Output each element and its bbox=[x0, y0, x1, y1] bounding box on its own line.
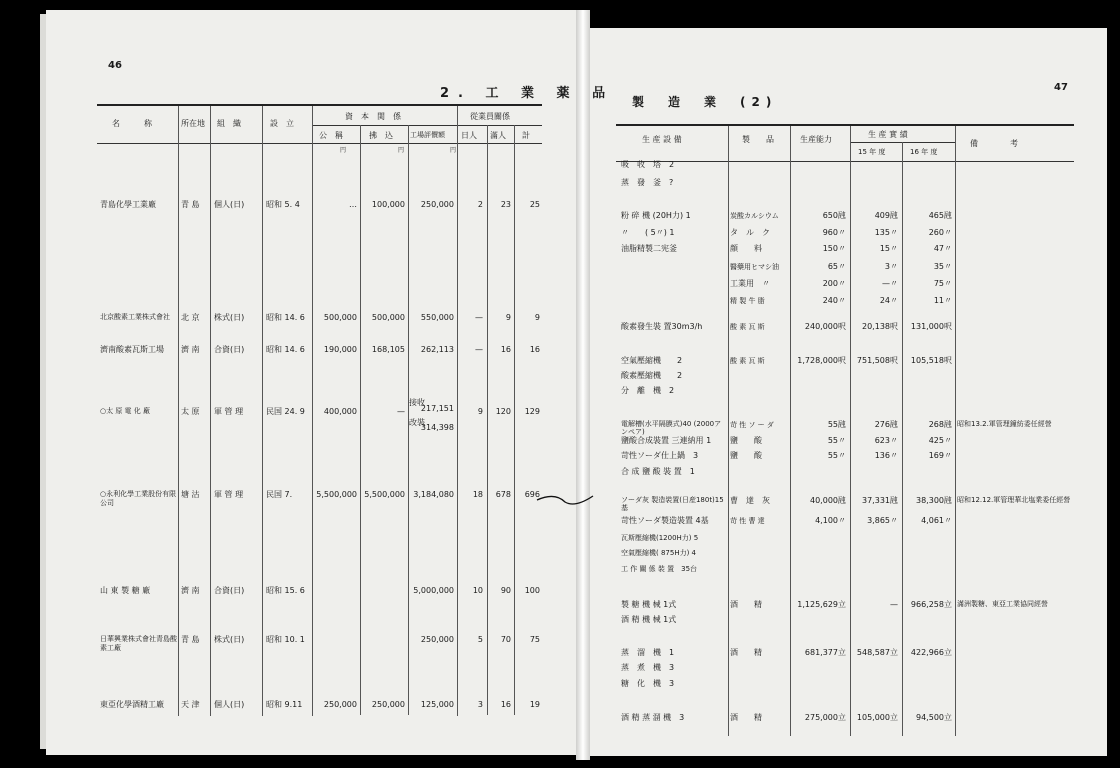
right-cell-note: 昭和12.12.軍管理華北塩業委任經營 bbox=[957, 496, 1071, 504]
left-cell-auth: 190,000 bbox=[323, 345, 357, 354]
left-cell-loc: 北 京 bbox=[181, 313, 200, 322]
left-cell-est: 昭和 14. 6 bbox=[266, 345, 305, 354]
right-cell-eq: 〃 ( 5〃) 1 bbox=[621, 228, 675, 237]
right-cell-pr: 苛 性 曹 達 bbox=[730, 517, 765, 525]
header-bottom-rule bbox=[97, 143, 542, 144]
right-cell-cap: 200〃 bbox=[822, 279, 846, 288]
right-cell-y16: 422,966立 bbox=[910, 648, 952, 657]
header-fy15: 15 年 度 bbox=[858, 148, 886, 156]
left-cell-cn: 70 bbox=[500, 635, 511, 644]
page-stack-edge bbox=[40, 14, 46, 749]
left-cell-plant: 3,184,080 bbox=[413, 490, 454, 499]
left-cell-jp: 3 bbox=[477, 700, 483, 709]
left-cell-paid: 100,000 bbox=[371, 200, 405, 209]
left-cell-auth: 500,000 bbox=[323, 313, 357, 322]
left-cell-paid: 5,500,000 bbox=[364, 490, 405, 499]
right-cell-eq: ソーダ灰 製造裝置(日産180t)15基 bbox=[621, 496, 724, 512]
header-plant-value: 工場評價額 bbox=[410, 131, 445, 139]
left-cell-cn: 16 bbox=[500, 345, 511, 354]
left-cell-cn: 9 bbox=[505, 313, 511, 322]
right-cell-y15: 37,331瓲 bbox=[862, 496, 898, 505]
left-cell-jp: 2 bbox=[477, 200, 483, 209]
left-cell-loc: 塘 沽 bbox=[181, 490, 200, 499]
header-organization: 組 織 bbox=[217, 119, 241, 128]
left-cell-name: 東亞化學酒精工廠 bbox=[100, 700, 164, 709]
right-cell-pr: 酒 精 bbox=[730, 648, 762, 657]
left-cell-auth: 5,500,000 bbox=[316, 490, 357, 499]
right-cell-cap: 1,728,000呎 bbox=[797, 356, 846, 365]
left-cell-org: 株式(日) bbox=[214, 313, 245, 322]
left-cell-org: 個人(日) bbox=[214, 700, 245, 709]
right-cell-y16: 260〃 bbox=[928, 228, 952, 237]
left-cell-name: 日華興業株式會社青島酸素工廠 bbox=[100, 635, 177, 652]
right-cell-pr: 顔 料 bbox=[730, 244, 762, 253]
left-cell-plant: 262,113 bbox=[420, 345, 454, 354]
header-equipment: 生 産 設 備 bbox=[642, 135, 682, 144]
left-cell-est: 昭和 5. 4 bbox=[266, 200, 300, 209]
left-cell-cn: 90 bbox=[500, 586, 511, 595]
header-established: 設 立 bbox=[270, 119, 294, 128]
right-cell-cap: 650瓲 bbox=[822, 211, 846, 220]
right-cell-y15: 105,000立 bbox=[856, 713, 898, 722]
table-top-rule bbox=[97, 104, 542, 106]
left-cell-paid: — bbox=[397, 407, 405, 416]
right-cell-y16: 75〃 bbox=[933, 279, 952, 288]
right-cell-cap: 681,377立 bbox=[804, 648, 846, 657]
left-cell-tot: 19 bbox=[529, 700, 540, 709]
left-cell-name: 青島化學工業廠 bbox=[100, 200, 156, 209]
header-product: 製 品 bbox=[742, 135, 774, 144]
right-cell-eq: 工 作 關 係 裝 置 35台 bbox=[621, 565, 698, 573]
right-cell-y16: 465瓲 bbox=[928, 211, 952, 220]
left-cell-plant: 250,000 bbox=[420, 200, 454, 209]
right-cell-pr: 酸 素 瓦 斯 bbox=[730, 357, 765, 365]
right-cell-pr: 醫藥用ヒマシ油 bbox=[730, 263, 779, 271]
right-cell-note: 昭和13.2.軍管理鐘紡委任經營 bbox=[957, 420, 1052, 428]
col-divider bbox=[902, 142, 903, 736]
left-cell-loc: 青 島 bbox=[181, 635, 200, 644]
left-cell-loc: 濟 南 bbox=[181, 345, 200, 354]
left-cell-est: 昭和 14. 6 bbox=[266, 313, 305, 322]
left-cell-cn: 120 bbox=[495, 407, 511, 416]
left-cell-lbl_a: 接收 bbox=[409, 398, 425, 407]
left-cell-jp: — bbox=[475, 313, 483, 322]
col-divider bbox=[487, 125, 488, 715]
right-cell-y15: 135〃 bbox=[874, 228, 898, 237]
right-cell-y16: 47〃 bbox=[933, 244, 952, 253]
right-cell-cap: 55〃 bbox=[827, 451, 846, 460]
header-employees: 從業員關係 bbox=[470, 112, 510, 121]
right-cell-note: 滿洲製糖、東亞工業協同經營 bbox=[957, 600, 1048, 608]
book-binding bbox=[576, 10, 590, 760]
left-cell-est: 民国 24. 9 bbox=[266, 407, 305, 416]
right-cell-y16: 268瓲 bbox=[928, 420, 952, 429]
left-cell-loc: 濟 南 bbox=[181, 586, 200, 595]
header-fy16: 16 年 度 bbox=[910, 148, 938, 156]
left-cell-auth: … bbox=[349, 200, 357, 209]
unit-label: 円 bbox=[450, 147, 457, 154]
right-cell-y15: —〃 bbox=[882, 279, 898, 288]
left-cell-name: ○太 原 電 化 廠 bbox=[100, 407, 151, 415]
right-cell-y16: 425〃 bbox=[928, 436, 952, 445]
col-divider bbox=[262, 106, 263, 716]
left-cell-est: 民国 7. bbox=[266, 490, 293, 499]
left-cell-paid: 168,105 bbox=[371, 345, 405, 354]
col-divider bbox=[360, 125, 361, 715]
right-cell-cap: 1,125,629立 bbox=[797, 600, 846, 609]
col-divider bbox=[790, 126, 791, 736]
right-cell-eq: 油脂精製二宪釜 bbox=[621, 244, 677, 253]
right-cell-cap: 240,000呎 bbox=[804, 322, 846, 331]
left-cell-loc: 天 津 bbox=[181, 700, 200, 709]
left-cell-cn: 16 bbox=[500, 700, 511, 709]
left-cell-org: 軍 管 理 bbox=[214, 490, 244, 499]
right-cell-eq: 合 成 鹽 酸 裝 置 1 bbox=[621, 467, 695, 476]
right-page-number: 47 bbox=[1054, 82, 1068, 93]
right-cell-y16: 4,061〃 bbox=[921, 516, 952, 525]
col-divider bbox=[210, 106, 211, 716]
right-cell-y16: 35〃 bbox=[933, 262, 952, 271]
left-cell-paid: 250,000 bbox=[371, 700, 405, 709]
right-cell-y16: 38,300瓲 bbox=[916, 496, 952, 505]
left-cell-tot: 75 bbox=[529, 635, 540, 644]
left-cell-est: 昭和 15. 6 bbox=[266, 586, 305, 595]
left-cell-org: 合資(日) bbox=[214, 586, 245, 595]
left-cell-jp: 9 bbox=[477, 407, 483, 416]
right-cell-pr: 工業用 〃 bbox=[730, 279, 770, 288]
right-cell-cap: 65〃 bbox=[827, 262, 846, 271]
right-cell-pr: 鹽 酸 bbox=[730, 436, 762, 445]
right-cell-eq: 蒸 發 釜 ? bbox=[621, 178, 674, 187]
header-remarks: 備 考 bbox=[970, 139, 1018, 148]
right-cell-pr: 酸 素 瓦 斯 bbox=[730, 323, 765, 331]
right-cell-y15: 20,138呎 bbox=[862, 322, 898, 331]
left-cell-plant_b: 314,398 bbox=[420, 423, 454, 432]
left-cell-auth: 400,000 bbox=[323, 407, 357, 416]
right-cell-y16: 94,500立 bbox=[916, 713, 952, 722]
left-cell-name: 山 東 製 糖 廠 bbox=[100, 586, 151, 595]
right-cell-pr: 曹 達 灰 bbox=[730, 496, 770, 505]
left-cell-tot: 25 bbox=[529, 200, 540, 209]
unit-label: 円 bbox=[398, 147, 405, 154]
right-cell-eq: 酒 精 機 械 1式 bbox=[621, 615, 677, 624]
left-cell-name: 北京酸素工業株式會社 bbox=[100, 313, 170, 321]
right-cell-eq: 蒸 溜 機 1 bbox=[621, 648, 675, 657]
left-cell-loc: 青 島 bbox=[181, 200, 200, 209]
header-name: 名 称 bbox=[112, 119, 152, 128]
right-cell-y15: 15〃 bbox=[879, 244, 898, 253]
right-cell-cap: 55瓲 bbox=[827, 420, 846, 429]
header-actual-production: 生 産 實 績 bbox=[868, 130, 908, 139]
right-cell-cap: 40,000瓲 bbox=[810, 496, 846, 505]
right-cell-eq: 酒 精 蒸 溜 機 3 bbox=[621, 713, 685, 722]
right-cell-pr: 苛 性 ソ ー ダ bbox=[730, 421, 774, 429]
right-cell-cap: 275,000立 bbox=[804, 713, 846, 722]
right-cell-eq: 糖 化 機 3 bbox=[621, 679, 675, 688]
left-cell-est: 昭和 9.11 bbox=[266, 700, 303, 709]
right-page-title: 製 造 業 (2) bbox=[632, 95, 778, 109]
left-cell-name: 濟南酸素瓦斯工場 bbox=[100, 345, 164, 354]
left-cell-plant: 5,000,000 bbox=[413, 586, 454, 595]
right-cell-eq: 苛性ソーダ製造裝置 4基 bbox=[621, 516, 709, 525]
right-cell-cap: 240〃 bbox=[822, 296, 846, 305]
left-page-title: 2. 工 業 薬 品 bbox=[440, 86, 615, 101]
right-cell-eq: 空氣壓縮機 2 bbox=[621, 356, 683, 365]
left-cell-tot: 9 bbox=[534, 313, 540, 322]
right-cell-eq: 製 糖 機 械 1式 bbox=[621, 600, 677, 609]
header-total: 計 bbox=[522, 131, 530, 140]
left-cell-tot: 16 bbox=[529, 345, 540, 354]
ink-mark bbox=[535, 488, 595, 508]
left-cell-org: 軍 管 理 bbox=[214, 407, 244, 416]
left-cell-est: 昭和 10. 1 bbox=[266, 635, 305, 644]
header-capital: 資 本 関 係 bbox=[345, 112, 401, 121]
left-cell-lbl_b: 改裝 bbox=[409, 418, 425, 427]
right-cell-pr: 酒 精 bbox=[730, 713, 762, 722]
left-cell-plant: 250,000 bbox=[420, 635, 454, 644]
right-cell-cap: 4,100〃 bbox=[815, 516, 846, 525]
left-cell-plant: 550,000 bbox=[420, 313, 454, 322]
right-cell-y15: 276瓲 bbox=[874, 420, 898, 429]
left-cell-tot: 129 bbox=[524, 407, 540, 416]
unit-label: 円 bbox=[340, 147, 347, 154]
right-table-top-rule bbox=[616, 124, 1074, 126]
right-cell-eq: 蒸 煮 機 3 bbox=[621, 663, 675, 672]
left-cell-paid: 500,000 bbox=[371, 313, 405, 322]
col-divider bbox=[178, 106, 179, 716]
header-japanese: 日人 bbox=[461, 131, 477, 140]
right-cell-pr: 炭酸カルシウム bbox=[730, 212, 779, 220]
right-cell-y15: 623〃 bbox=[874, 436, 898, 445]
right-cell-cap: 55〃 bbox=[827, 436, 846, 445]
right-cell-eq: 酸素發生裝 置30m3/h bbox=[621, 322, 703, 331]
left-cell-loc: 太 原 bbox=[181, 407, 200, 416]
right-cell-eq: 酸素壓縮機 2 bbox=[621, 371, 683, 380]
right-cell-y15: 751,508呎 bbox=[856, 356, 898, 365]
left-cell-plant: 125,000 bbox=[420, 700, 454, 709]
left-cell-plant_a: 217,151 bbox=[420, 404, 454, 413]
left-cell-org: 株式(日) bbox=[214, 635, 245, 644]
header-chinese: 滿人 bbox=[490, 131, 506, 140]
left-cell-jp: — bbox=[475, 345, 483, 354]
left-cell-jp: 18 bbox=[472, 490, 483, 499]
left-cell-jp: 10 bbox=[472, 586, 483, 595]
header-authorized: 公 稱 bbox=[319, 131, 343, 140]
right-cell-y15: 3,865〃 bbox=[867, 516, 898, 525]
header-mid-rule bbox=[312, 125, 542, 126]
right-cell-cap: 150〃 bbox=[822, 244, 846, 253]
left-cell-jp: 5 bbox=[477, 635, 483, 644]
col-divider bbox=[850, 126, 851, 736]
right-cell-pr: 酒 精 bbox=[730, 600, 762, 609]
right-cell-eq: 苛性ソーダ仕上鍋 3 bbox=[621, 451, 699, 460]
left-cell-tot: 100 bbox=[524, 586, 540, 595]
left-cell-auth: 250,000 bbox=[323, 700, 357, 709]
right-cell-y16: 105,518呎 bbox=[910, 356, 952, 365]
left-cell-cn: 678 bbox=[495, 490, 511, 499]
right-cell-y15: 548,587立 bbox=[856, 648, 898, 657]
col-divider bbox=[728, 126, 729, 736]
left-cell-name: ○永利化學工業股份有限公司 bbox=[100, 490, 177, 507]
left-page-number: 46 bbox=[108, 60, 122, 71]
header-location: 所在地 bbox=[181, 119, 205, 128]
right-cell-eq: 鹽酸合成裝置 三連納用 1 bbox=[621, 436, 712, 445]
col-divider bbox=[955, 126, 956, 736]
right-cell-eq: 瓦斯壓縮機(1200H力) 5 bbox=[621, 534, 699, 542]
header-capacity: 生産能力 bbox=[800, 135, 832, 144]
col-divider bbox=[514, 125, 515, 715]
right-cell-y15: 24〃 bbox=[879, 296, 898, 305]
right-cell-eq: 空氣壓縮機( 875H力) 4 bbox=[621, 549, 696, 557]
right-cell-eq: 分 離 機 2 bbox=[621, 386, 675, 395]
right-cell-y16: 131,000呎 bbox=[910, 322, 952, 331]
right-cell-pr: 精 製 牛 脂 bbox=[730, 297, 765, 305]
left-cell-tot: 696 bbox=[524, 490, 540, 499]
left-cell-cn: 23 bbox=[500, 200, 511, 209]
right-cell-y15: 409瓲 bbox=[874, 211, 898, 220]
right-cell-cap: 960〃 bbox=[822, 228, 846, 237]
left-cell-org: 個人(日) bbox=[214, 200, 245, 209]
right-cell-eq: 電解槽(水平隔膜式)40 (2000アンペア) bbox=[621, 420, 722, 436]
right-cell-y15: — bbox=[890, 600, 898, 609]
right-cell-y16: 11〃 bbox=[933, 296, 952, 305]
right-cell-y16: 169〃 bbox=[928, 451, 952, 460]
right-cell-y15: 3〃 bbox=[884, 262, 898, 271]
right-cell-y16: 966,258立 bbox=[910, 600, 952, 609]
right-cell-eq: 粉 碎 機 (20H力) 1 bbox=[621, 211, 691, 220]
right-cell-pr: タ ル ク bbox=[730, 228, 770, 237]
right-cell-y15: 136〃 bbox=[874, 451, 898, 460]
left-cell-org: 合資(日) bbox=[214, 345, 245, 354]
right-cell-pr: 鹽 酸 bbox=[730, 451, 762, 460]
right-cell-eq: 吸 收 塔 2 bbox=[621, 160, 675, 169]
header-paid: 拂 込 bbox=[369, 131, 393, 140]
